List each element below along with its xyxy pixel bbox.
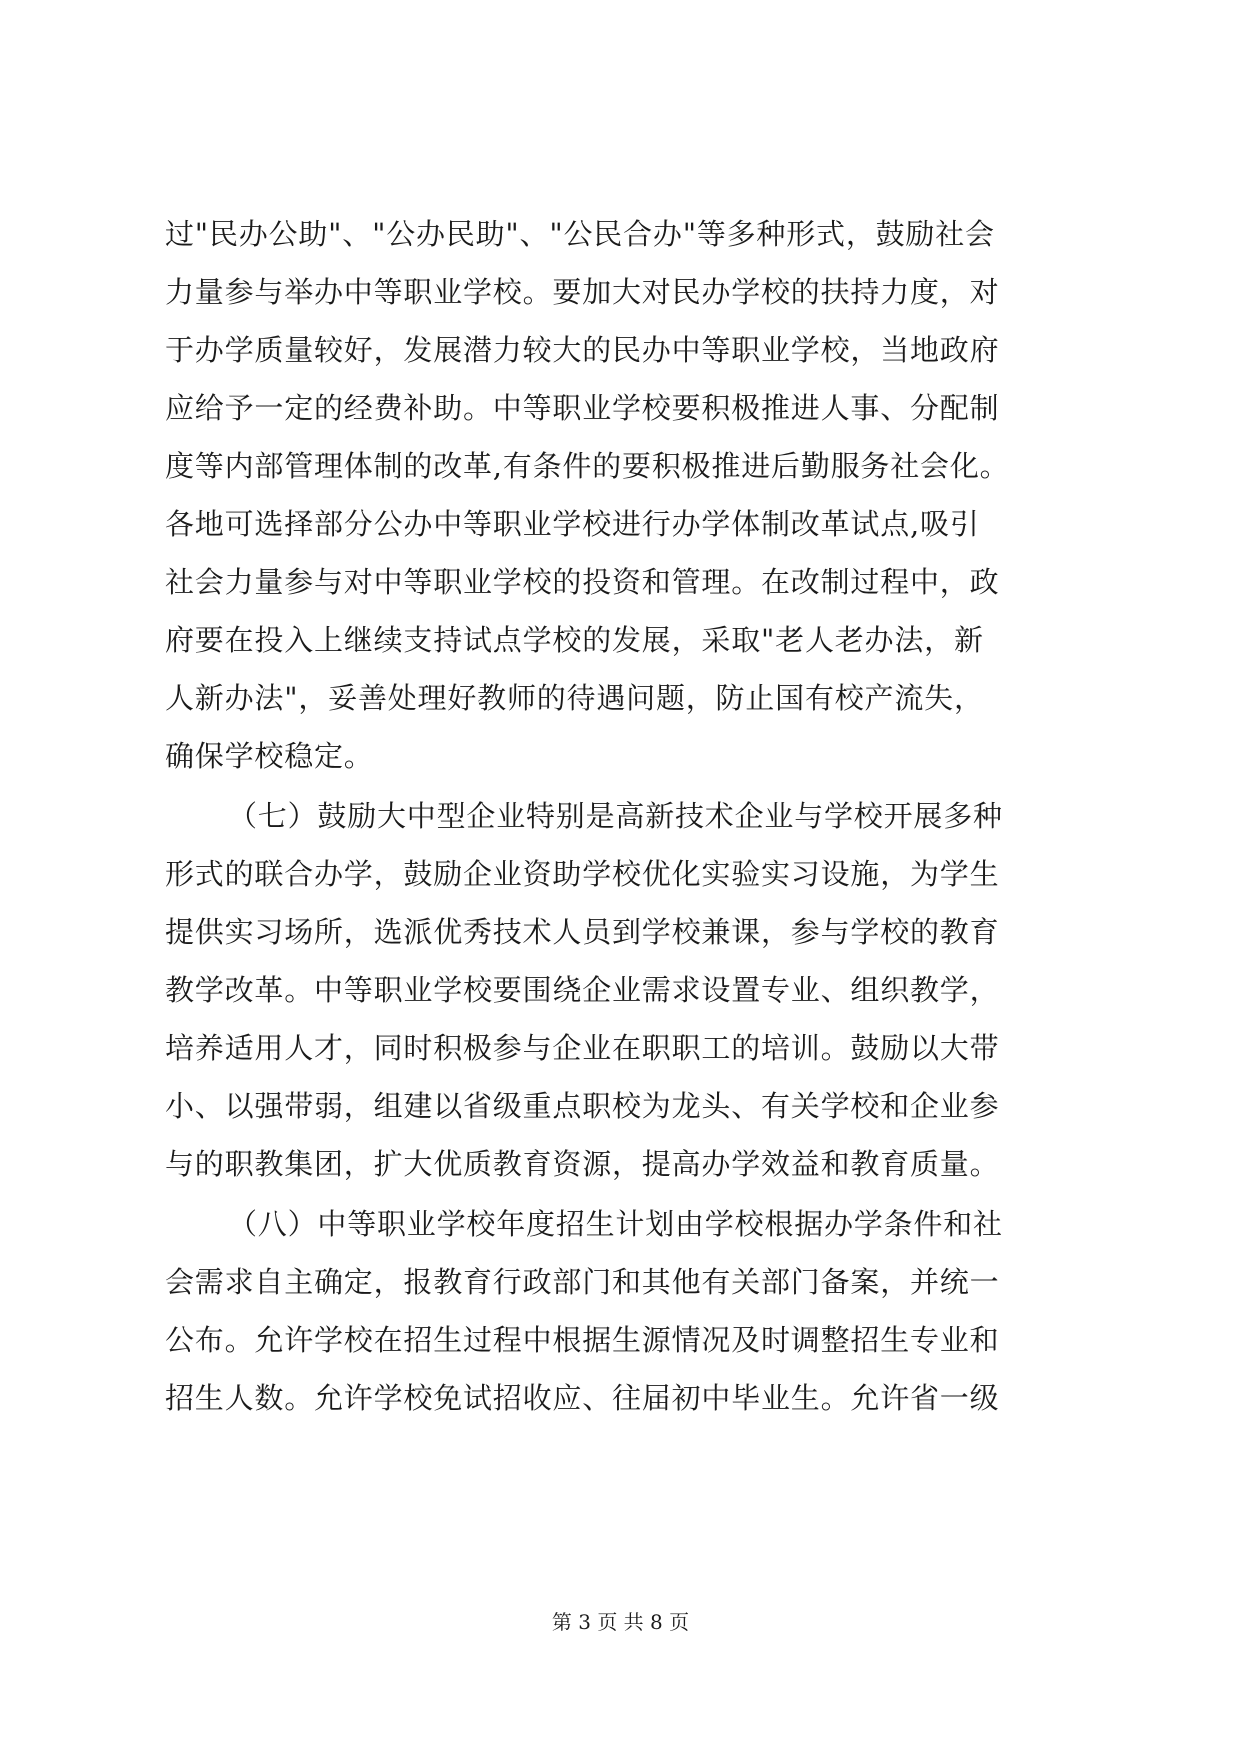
text-line: 培养适用人才，同时积极参与企业在职职工的培训。鼓励以大带: [165, 1031, 1000, 1065]
text-line: 确保学校稳定。: [165, 739, 374, 773]
text-line: 教学改革。中等职业学校要围绕企业需求设置专业、组织教学，: [165, 973, 1000, 1007]
text-line: 府要在投入上继续支持试点学校的发展，采取"老人老办法，新: [165, 623, 984, 657]
text-line: 度等内部管理体制的改革,有条件的要积极推进后勤服务社会化。: [165, 449, 1010, 483]
text-line: 应给予一定的经费补助。中等职业学校要积极推进人事、分配制: [165, 391, 1000, 425]
text-line: 会需求自主确定，报教育行政部门和其他有关部门备案，并统一: [165, 1265, 1000, 1299]
text-line: 提供实习场所，选派优秀技术人员到学校兼课，参与学校的教育: [165, 915, 1000, 949]
text-line: 公布。允许学校在招生过程中根据生源情况及时调整招生专业和: [165, 1323, 1000, 1357]
text-line: 力量参与举办中等职业学校。要加大对民办学校的扶持力度，对: [165, 275, 1000, 309]
text-line: 社会力量参与对中等职业学校的投资和管理。在改制过程中，政: [165, 565, 1000, 599]
text-line: 小、以强带弱，组建以省级重点职校为龙头、有关学校和企业参: [165, 1089, 1000, 1123]
text-line: 于办学质量较好，发展潜力较大的民办中等职业学校，当地政府: [165, 333, 1000, 367]
text-line: 招生人数。允许学校免试招收应、往届初中毕业生。允许省一级: [165, 1381, 1000, 1415]
text-line: 人新办法"，妥善处理好教师的待遇问题，防止国有校产流失，: [165, 681, 984, 715]
text-line: 各地可选择部分公办中等职业学校进行办学体制改革试点,吸引: [165, 507, 980, 541]
paragraph-seven-start: （七）鼓励大中型企业特别是高新技术企业与学校开展多种: [228, 799, 1003, 833]
page-footer: 第 3 页 共 8 页: [551, 1610, 690, 1634]
text-line: 与的职教集团，扩大优质教育资源，提高办学效益和教育质量。: [165, 1147, 1000, 1181]
paragraph-eight-start: （八）中等职业学校年度招生计划由学校根据办学条件和社: [228, 1207, 1003, 1241]
text-line: 形式的联合办学，鼓励企业资助学校优化实验实习设施，为学生: [165, 857, 1000, 891]
text-line: 过"民办公助"、"公办民助"、"公民合办"等多种形式，鼓励社会: [165, 217, 995, 251]
